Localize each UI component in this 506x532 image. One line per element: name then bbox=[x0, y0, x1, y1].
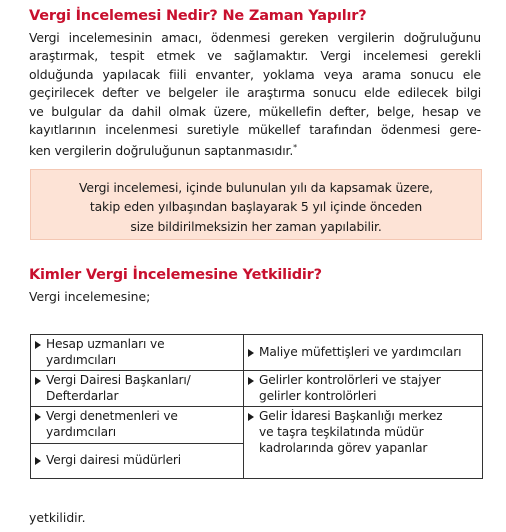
table-cell bbox=[31, 443, 244, 478]
intro-text: Vergi incelemesine; bbox=[29, 289, 151, 304]
paragraph-line: olduğunda yapılacak fiili envanter, yoklama veya arama sonucu ele bbox=[29, 66, 481, 82]
table-row bbox=[31, 371, 483, 407]
item-text: Hesap uzmanları ve yardımcıları bbox=[46, 337, 165, 367]
highlight-line: takip eden yılbaşından başlayarak 5 yıl içinde önceden bbox=[89, 199, 423, 215]
highlight-line: Vergi incelemesi, içinde bulunulan yılı da kapsamak üzere, bbox=[79, 180, 433, 195]
section-title: Kimler Vergi İncelemesine Yetkilidir? bbox=[29, 267, 322, 283]
outro-text: yetkilidir. bbox=[29, 510, 86, 525]
list-item bbox=[34, 453, 240, 469]
paragraph-last-line bbox=[29, 139, 481, 161]
paragraph-line: Vergi incelemesinin amacı, ödenmesi gereken vergilerin doğruluğunu bbox=[29, 30, 481, 45]
list-item bbox=[34, 409, 240, 440]
item-text: Vergi denetmenleri ve yardımcıları bbox=[46, 409, 178, 439]
highlight-box bbox=[30, 169, 482, 240]
list-item bbox=[34, 337, 240, 368]
item-text: Vergi Dairesi Başkanları/ Defterdarlar bbox=[46, 373, 191, 403]
paragraph-line: araştırmak, tespit etmek ve sağlamaktır. Vergi incelemesi gerekli bbox=[29, 48, 481, 64]
footnote-mark: * bbox=[293, 143, 297, 153]
table-cell bbox=[31, 335, 244, 371]
table-row bbox=[31, 335, 483, 371]
item-text: Gelir İdaresi Başkanlığı merkez ve taşra teşkilatında müdür kadrolarında görev yapanlar bbox=[259, 409, 443, 455]
table-cell bbox=[244, 335, 483, 371]
bullet-icon bbox=[248, 413, 254, 421]
highlight-line: size bildirilmeksizin her zaman yapılabilir. bbox=[130, 218, 382, 234]
table-cell bbox=[31, 371, 244, 407]
item-text: Gelirler kontrolörleri ve stajyer gelirler kontrolörleri bbox=[259, 373, 441, 403]
paragraph-line: kayıtlarının incelenmesi suretiyle mükellef tarafından ödenmesi gere- bbox=[29, 122, 481, 138]
bullet-icon bbox=[35, 413, 41, 421]
authority-table bbox=[30, 334, 483, 479]
section-title: Vergi İncelemesi Nedir? Ne Zaman Yapılır? bbox=[29, 8, 367, 24]
table-cell bbox=[31, 407, 244, 443]
table-row bbox=[31, 407, 483, 443]
list-item bbox=[247, 345, 479, 361]
table-cell bbox=[244, 371, 483, 407]
paragraph-line: geçirilecek defter ve belgeler ile araştırma sonucu elde edilecek bilgi bbox=[29, 85, 481, 101]
bullet-icon bbox=[248, 377, 254, 385]
item-text: Maliye müfettişleri ve yardımcıları bbox=[259, 344, 462, 359]
bullet-icon bbox=[35, 341, 41, 349]
definition-paragraph bbox=[29, 29, 481, 161]
paragraph-line: ken vergilerin doğruluğunun saptanmasıdır. bbox=[29, 143, 294, 159]
list-item bbox=[247, 409, 479, 456]
list-item bbox=[247, 373, 479, 404]
paragraph-line: ve bulgular da dahil olmak üzere, mükellefin defter, belge, hesap ve bbox=[29, 103, 481, 119]
item-text: Vergi dairesi müdürleri bbox=[46, 452, 182, 467]
bullet-icon bbox=[248, 349, 254, 357]
list-item bbox=[34, 373, 240, 404]
table-cell bbox=[244, 407, 483, 478]
bullet-icon bbox=[35, 377, 41, 385]
bullet-icon bbox=[35, 457, 41, 465]
